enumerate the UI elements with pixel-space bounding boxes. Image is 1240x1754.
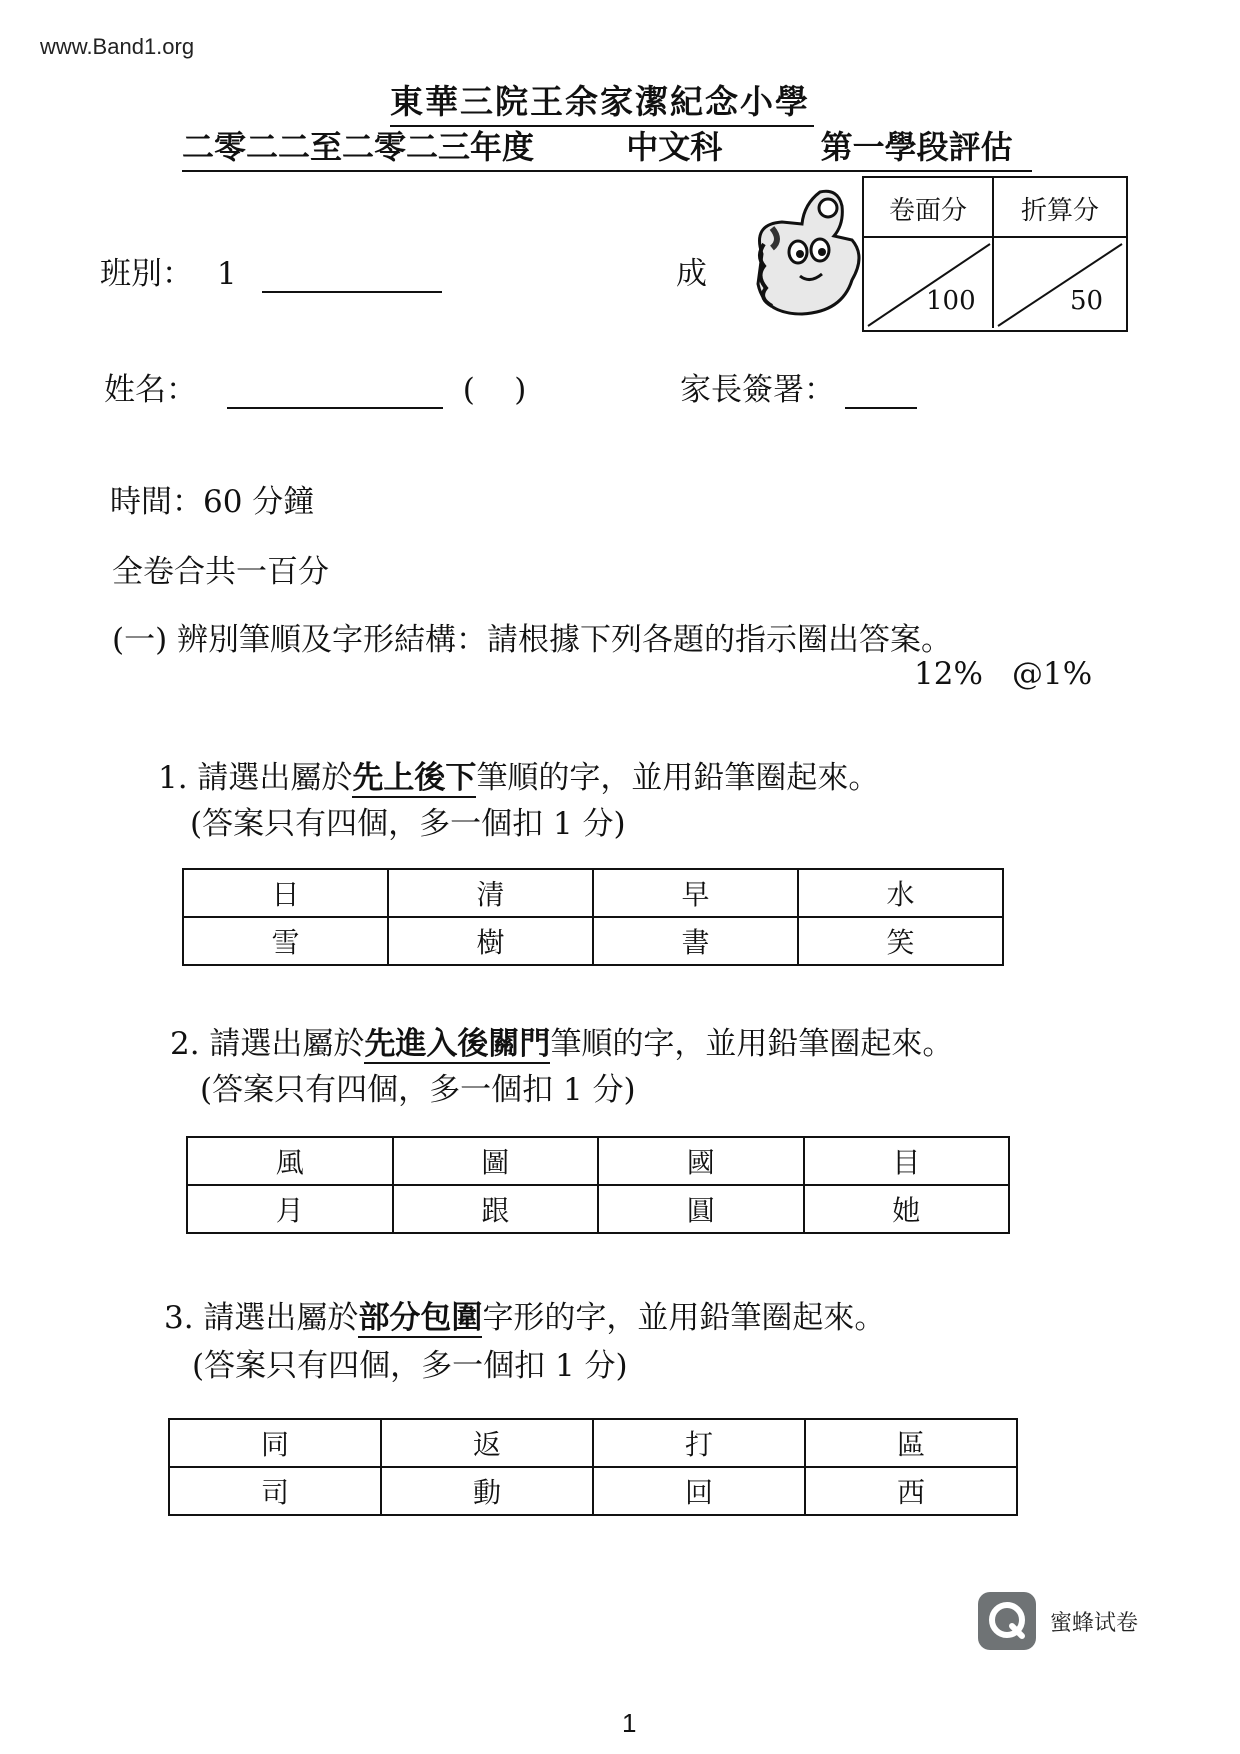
- question-2-prompt: [170, 1018, 953, 1063]
- table-row: [187, 1137, 1009, 1185]
- option-cell[interactable]: 風: [187, 1137, 393, 1185]
- question-1-prompt: [158, 752, 879, 797]
- total-marks-info: 全卷合共一百分: [112, 554, 329, 590]
- raw-total: 100: [926, 286, 976, 316]
- option-cell[interactable]: 她: [804, 1185, 1010, 1233]
- option-cell[interactable]: 水: [798, 869, 1003, 917]
- option-cell[interactable]: 動: [381, 1467, 593, 1515]
- converted-total: 50: [1070, 286, 1104, 316]
- option-cell[interactable]: 國: [598, 1137, 804, 1185]
- subject: 中文科: [626, 128, 723, 166]
- question-keyword: 先進入後關門: [364, 1026, 551, 1062]
- score-head-raw: 卷面分: [888, 196, 967, 226]
- option-cell[interactable]: 回: [593, 1467, 805, 1515]
- table-row: [183, 917, 1003, 965]
- option-cell[interactable]: 跟: [393, 1185, 599, 1233]
- name-blank[interactable]: [227, 377, 443, 409]
- name-field: [104, 364, 526, 409]
- option-cell[interactable]: 早: [593, 869, 798, 917]
- score-table: [862, 176, 1128, 332]
- brand-name: 蜜蜂试卷: [1050, 1611, 1139, 1636]
- exam-subtitle: [182, 122, 1032, 172]
- question-1-note: (答案只有四個，多一個扣 1 分): [190, 806, 626, 842]
- option-cell[interactable]: 返: [381, 1419, 593, 1467]
- option-cell[interactable]: 日: [183, 869, 388, 917]
- table-row: [187, 1185, 1009, 1233]
- brand-logo-icon: [978, 1592, 1036, 1650]
- grade-label: 成: [676, 256, 707, 292]
- option-cell[interactable]: 西: [805, 1467, 1017, 1515]
- question-prefix: 3. 請選出屬於: [164, 1300, 359, 1336]
- page-number: 1: [622, 1708, 637, 1738]
- question-keyword: 先上後下: [352, 760, 477, 796]
- question-suffix: 筆順的字，並用鉛筆圈起來。: [550, 1026, 954, 1062]
- question-2-table: [186, 1136, 1010, 1234]
- question-1-table: [182, 868, 1004, 966]
- question-suffix: 字形的字，並用鉛筆圈起來。: [482, 1300, 886, 1336]
- option-cell[interactable]: 笑: [798, 917, 1003, 965]
- question-3-table: [168, 1418, 1018, 1516]
- option-cell[interactable]: 圓: [598, 1185, 804, 1233]
- option-cell[interactable]: 目: [804, 1137, 1010, 1185]
- question-3-prompt: [164, 1292, 885, 1337]
- academic-year: 二零二二至二零二三年度: [182, 128, 535, 166]
- score-head-converted: 折算分: [1020, 196, 1099, 226]
- parent-signature-field: [680, 364, 917, 409]
- parent-signature-blank[interactable]: [845, 377, 917, 409]
- question-prefix: 2. 請選出屬於: [170, 1026, 365, 1062]
- section-marks: 12%: [914, 656, 983, 692]
- section-heading: (一) 辨別筆順及字形結構：請根據下列各題的指示圈出答案。: [112, 622, 953, 658]
- question-keyword: 部分包圍: [358, 1300, 483, 1336]
- question-suffix: 筆順的字，並用鉛筆圈起來。: [476, 760, 880, 796]
- question-prefix: 1. 請選出屬於: [158, 760, 353, 796]
- table-row: [183, 869, 1003, 917]
- school-name: 東華三院王余家潔紀念小學: [390, 76, 814, 127]
- question-3-note: (答案只有四個，多一個扣 1 分): [192, 1348, 628, 1384]
- option-cell[interactable]: 樹: [388, 917, 593, 965]
- option-cell[interactable]: 圖: [393, 1137, 599, 1185]
- question-2-note: (答案只有四個，多一個扣 1 分): [200, 1072, 636, 1108]
- option-cell[interactable]: 同: [169, 1419, 381, 1467]
- option-cell[interactable]: 打: [593, 1419, 805, 1467]
- option-cell[interactable]: 雪: [183, 917, 388, 965]
- option-cell[interactable]: 書: [593, 917, 798, 965]
- table-row: [169, 1467, 1017, 1515]
- class-label: 班別：: [100, 256, 193, 292]
- thumbs-up-mascot-icon: [742, 184, 870, 320]
- option-cell[interactable]: 區: [805, 1419, 1017, 1467]
- name-label: 姓名：: [104, 372, 197, 408]
- class-value: 1: [216, 256, 237, 292]
- assessment-name: 第一學段評估: [820, 128, 1013, 166]
- site-url[interactable]: www.Band1.org: [40, 34, 195, 59]
- section-marks-each: @1%: [1012, 656, 1093, 692]
- class-number-brackets: ( ): [462, 372, 527, 408]
- time-info: 時間：60 分鐘: [110, 484, 315, 520]
- class-field: [100, 248, 442, 293]
- class-blank[interactable]: [262, 261, 442, 293]
- parent-signature-label: 家長簽署：: [680, 372, 835, 408]
- table-row: [169, 1419, 1017, 1467]
- option-cell[interactable]: 司: [169, 1467, 381, 1515]
- option-cell[interactable]: 月: [187, 1185, 393, 1233]
- option-cell[interactable]: 清: [388, 869, 593, 917]
